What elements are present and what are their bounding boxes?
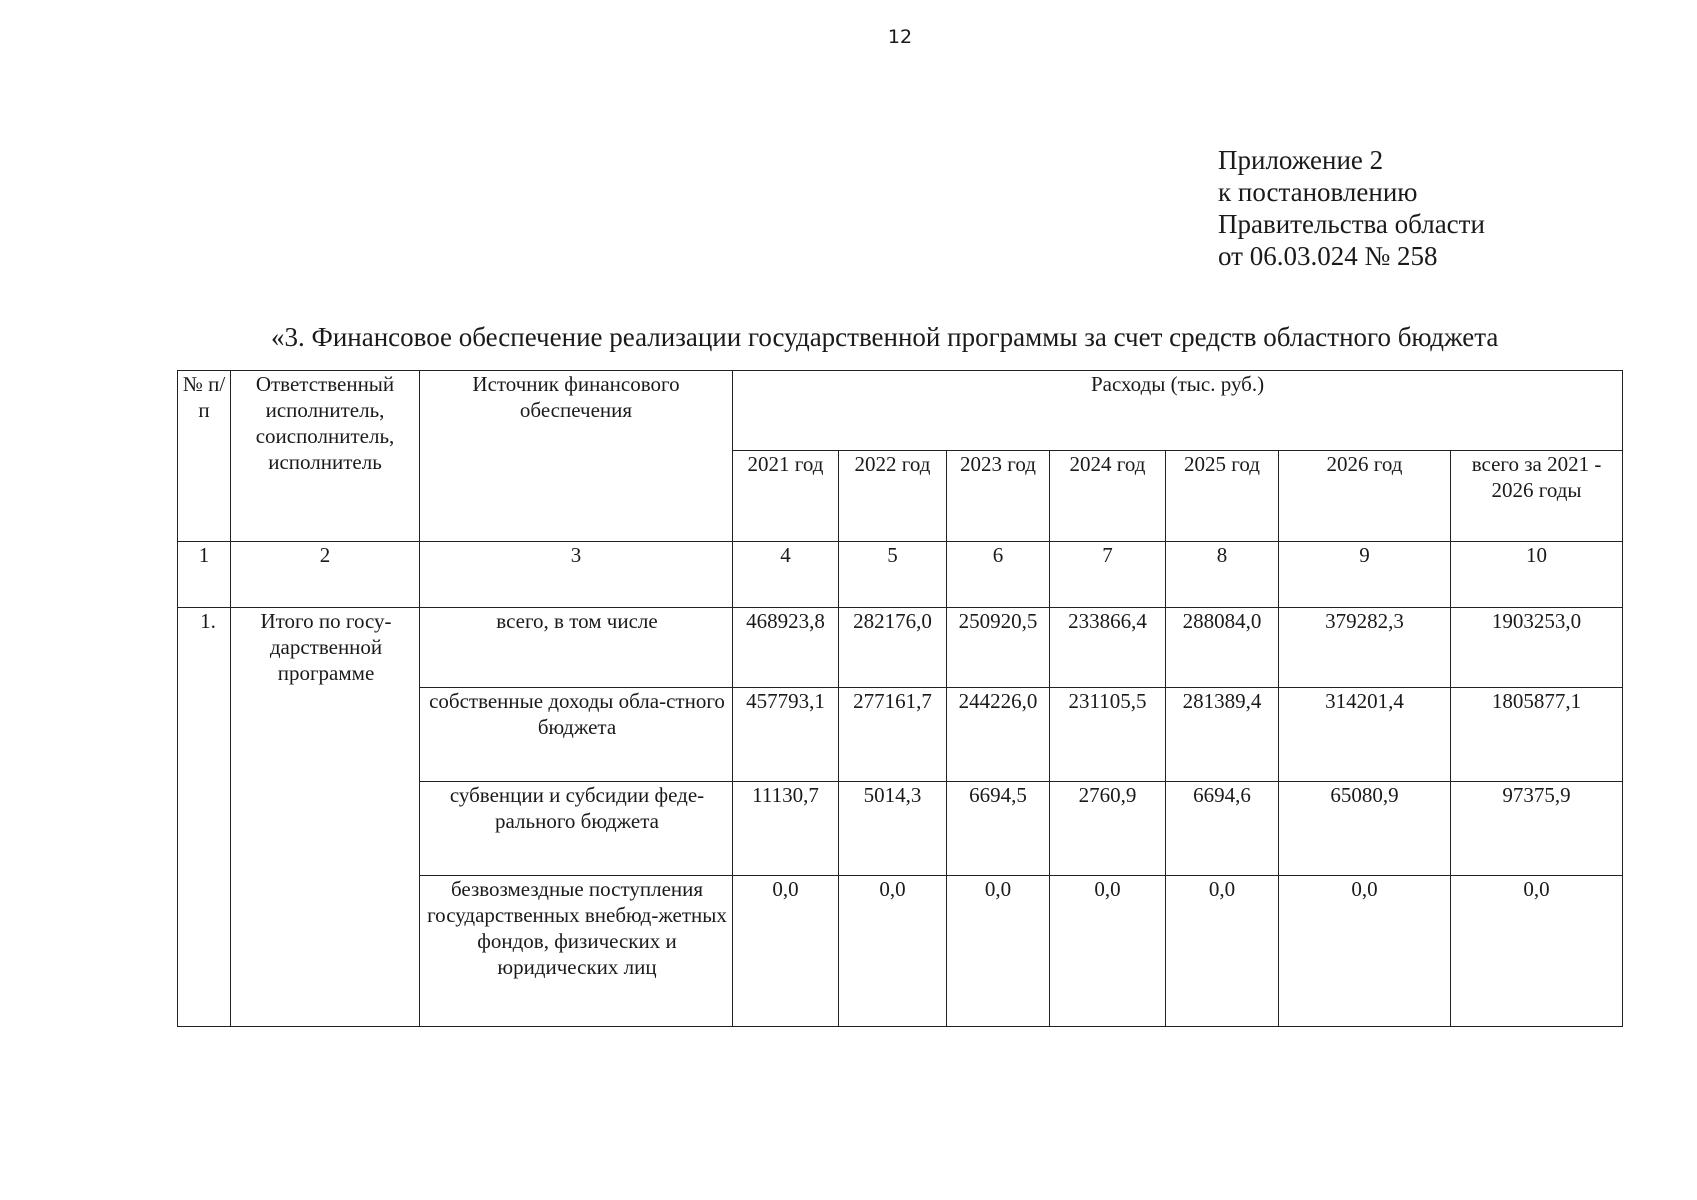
value-cell: 233866,4 — [1050, 608, 1166, 688]
header-year-2024: 2024 год — [1050, 451, 1166, 542]
column-number: 1 — [178, 542, 231, 608]
value-cell: 231105,5 — [1050, 688, 1166, 782]
appendix-block — [1218, 144, 1485, 272]
value-cell: 244226,0 — [947, 688, 1050, 782]
column-number: 10 — [1451, 542, 1623, 608]
value-cell: 277161,7 — [839, 688, 947, 782]
value-cell: 281389,4 — [1166, 688, 1279, 782]
column-number: 4 — [733, 542, 839, 608]
value-cell: 1903253,0 — [1451, 608, 1623, 688]
appendix-line-4: от 06.03.024 № 258 — [1218, 241, 1438, 271]
value-cell: 282176,0 — [839, 608, 947, 688]
value-cell: 0,0 — [733, 876, 839, 1027]
page-number: 12 — [887, 26, 913, 48]
value-cell: 250920,5 — [947, 608, 1050, 688]
column-number: 5 — [839, 542, 947, 608]
header-source: Источник финансового обеспечения — [420, 371, 733, 542]
header-executor: Ответственный исполнитель, соисполнитель, исполнитель — [231, 371, 420, 542]
section-title: «3. Финансовое обеспечение реализации государственной программы за счет средств областного бюджета — [271, 322, 1499, 352]
column-number: 8 — [1166, 542, 1279, 608]
value-cell: 379282,3 — [1279, 608, 1451, 688]
value-cell: 0,0 — [1279, 876, 1451, 1027]
financing-table — [177, 370, 1623, 1027]
source-cell: собственные доходы обла-стного бюджета — [420, 688, 733, 782]
appendix-line-2: к постановлению — [1218, 177, 1418, 207]
value-cell: 0,0 — [1050, 876, 1166, 1027]
value-cell: 6694,5 — [947, 782, 1050, 876]
value-cell: 65080,9 — [1279, 782, 1451, 876]
header-total: всего за 2021 - 2026 годы — [1451, 451, 1623, 542]
value-cell: 1805877,1 — [1451, 688, 1623, 782]
value-cell: 314201,4 — [1279, 688, 1451, 782]
header-year-2021: 2021 год — [733, 451, 839, 542]
header-year-2022: 2022 год — [839, 451, 947, 542]
column-number: 6 — [947, 542, 1050, 608]
value-cell: 5014,3 — [839, 782, 947, 876]
value-cell: 2760,9 — [1050, 782, 1166, 876]
source-cell: безвозмездные поступления государственных внебюд-жетных фондов, физических и юридических лиц — [420, 876, 733, 1027]
header-num: № п/п — [178, 371, 231, 542]
appendix-line-3: Правительства области — [1218, 209, 1485, 239]
column-number: 3 — [420, 542, 733, 608]
executor-cell: Итого по госу-дарственной программе — [231, 608, 420, 1027]
value-cell: 0,0 — [947, 876, 1050, 1027]
source-cell: всего, в том числе — [420, 608, 733, 688]
column-number: 9 — [1279, 542, 1451, 608]
source-cell: субвенции и субсидии феде-рального бюджета — [420, 782, 733, 876]
header-year-2026: 2026 год — [1279, 451, 1451, 542]
value-cell: 288084,0 — [1166, 608, 1279, 688]
header-year-2025: 2025 год — [1166, 451, 1279, 542]
value-cell: 457793,1 — [733, 688, 839, 782]
value-cell: 11130,7 — [733, 782, 839, 876]
appendix-line-1: Приложение 2 — [1218, 145, 1384, 175]
value-cell: 468923,8 — [733, 608, 839, 688]
value-cell: 0,0 — [1451, 876, 1623, 1027]
value-cell: 0,0 — [839, 876, 947, 1027]
table-row — [178, 608, 1623, 688]
value-cell: 0,0 — [1166, 876, 1279, 1027]
value-cell: 97375,9 — [1451, 782, 1623, 876]
header-expenses: Расходы (тыс. руб.) — [733, 371, 1623, 451]
column-number: 7 — [1050, 542, 1166, 608]
row-number: 1. — [178, 608, 231, 1027]
header-year-2023: 2023 год — [947, 451, 1050, 542]
column-number: 2 — [231, 542, 420, 608]
value-cell: 6694,6 — [1166, 782, 1279, 876]
